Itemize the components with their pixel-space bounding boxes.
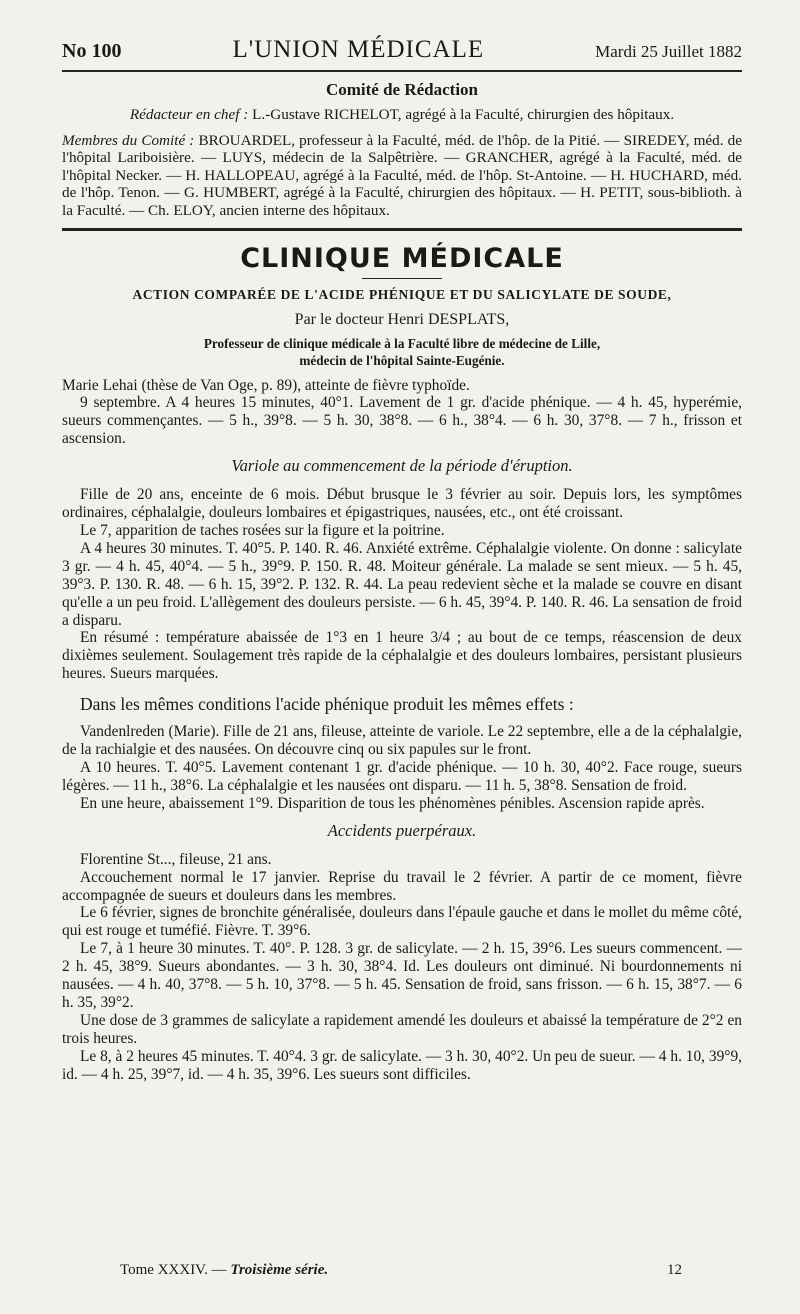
members-list: BROUARDEL, professeur à la Faculté, méd. de l'hôp. de la Pitié. — SIREDEY, méd. de l'hôpital Lariboisière. — LUYS, médecin de la Salpêtrière. — GRANCHER, agrégé à la Faculté, méd. de l'hôpital Necker. — H. HALLOPEAU, agrégé à la Faculté, méd. de l'hôp. St-Antoine. — H. HUCHARD, méd. de l'hôp. Tenon. — G. HUMBERT, agrégé à la Faculté, chirurgien des hôpitaux. — H. PETIT, sous-biblioth. à la Faculté. — Ch. ELOY, ancien interne des hôpitaux. (62, 131, 742, 219)
issue-date: Mardi 25 Juillet 1882 (595, 42, 742, 61)
paragraph: Le 7, à 1 heure 30 minutes. T. 40°. P. 128. 3 gr. de salicylate. — 2 h. 15, 39°6. Les sueurs commencent. — 2 h. 45, 38°9. Sueurs abondantes. — 3 h. 30, 38°4. Id. Les douleurs ont diminué. Ni bourdonnements ni nausées. — 4 h. 40, 37°8. — 5 h. 10, 37°8. — 5 h. 45. Sensation de froid, sans frisson. — 6 h. 15, 38°7. — 6 h. 35, 39°2. (62, 940, 742, 1011)
header-rule (62, 70, 742, 72)
editor-in-chief (62, 106, 742, 124)
article-body (62, 377, 742, 1084)
case-heading: Variole au commencement de la période d'éruption. (231, 456, 573, 476)
paragraph: Fille de 20 ans, enceinte de 6 mois. Début brusque le 3 février au soir. Depuis lors, les symptômes ordinaires, céphalalgie, douleurs lombaires et épigastriques, nausées, etc., ont été croissant. (62, 486, 742, 522)
short-divider (362, 278, 442, 279)
article-title: ACTION COMPARÉE DE L'ACIDE PHÉNIQUE ET DU SALICYLATE DE SOUDE, (132, 286, 672, 302)
series-label: Troisième série. (230, 1262, 329, 1278)
article-author: Par le docteur Henri DESPLATS, (294, 310, 510, 328)
paragraph: En résumé : température abaissée de 1°3 en 1 heure 3/4 ; au bout de ce temps, réascension de deux dixièmes seulement. Soulagement très rapide de la céphalalgie et des douleurs lombaires, persistant plusieurs heures. Sueurs marquées. (62, 629, 742, 683)
volume-info (120, 1262, 328, 1279)
affiliation-line-1: Professeur de clinique médicale à la Faculté libre de médecine de Lille, (203, 335, 601, 351)
paragraph: A 4 heures 30 minutes. T. 40°5. P. 140. R. 46. Anxiété extrême. Céphalalgie violente. On donne : salicylate 3 gr. — 4 h. 45, 40°4. — 5 h., 39°9. P. 150. R. 48. Moiteur générale. La malade se sent mieux. — 5 h. 45, 39°3. P. 130. R. 48. — 6 h. 15, 39°2. P. 132. R. 44. La peau redevient sèche et la malade se couvre en disant qu'elle a un peu froid. L'allègement des douleurs persiste. — 6 h. 45, 39°4. P. 140. R. 46. La sensation de froid a disparu. (62, 539, 742, 629)
paragraph: Une dose de 3 grammes de salicylate a rapidement amendé les douleurs et abaissé la température de 2°2 en trois heures. (62, 1011, 742, 1047)
paragraph: Marie Lehai (thèse de Van Oge, p. 89), atteinte de fièvre typhoïde. (62, 376, 470, 394)
paragraph-emphasis: Dans les mêmes conditions l'acide phénique produit les mêmes effets : (80, 694, 574, 715)
page-footer (120, 1262, 682, 1279)
editorial-committee (62, 80, 742, 220)
editor-name: L.-Gustave RICHELOT, agrégé à la Faculté, chirurgien des hôpitaux. (252, 106, 675, 123)
author-affiliation (62, 335, 742, 369)
paragraph: Le 8, à 2 heures 45 minutes. T. 40°4. 3 gr. de salicylate. — 3 h. 30, 40°2. Un peu de sueur. — 4 h. 10, 39°9, id. — 4 h. 25, 39°7, id. — 4 h. 35, 39°6. Les sueurs sont difficiles. (62, 1047, 742, 1083)
section-heading: CLINIQUE MÉDICALE (240, 242, 564, 274)
committee-title: Comité de Rédaction (325, 80, 479, 99)
affiliation-line-2: médecin de l'hôpital Sainte-Eugénie. (299, 352, 505, 368)
issue-number: No 100 (62, 40, 122, 62)
journal-title: L'UNION MÉDICALE (232, 36, 485, 63)
running-head (62, 36, 742, 68)
paragraph: Vandenlreden (Marie). Fille de 21 ans, fileuse, atteinte de variole. Le 22 septembre, elle a de la céphalalgie, de la rachialgie et des nausées. On découvre cinq ou six papules sur le front. (62, 723, 742, 759)
page-number: 12 (667, 1262, 682, 1278)
paragraph: Accouchement normal le 17 janvier. Reprise du travail le 2 février. A partir de ce moment, fièvre accompagnée de sueurs et douleurs dans les membres. (62, 868, 742, 904)
paragraph: A 10 heures. T. 40°5. Lavement contenant 1 gr. d'acide phénique. — 10 h. 30, 40°2. Face rouge, sueurs légères. — 11 h., 38°6. La céphalalgie et les nausées ont disparu. — 11 h. 5, 38°8. Sensation de froid. (62, 758, 742, 794)
case-heading: Accidents puerpéraux. (327, 820, 477, 840)
paragraph: Le 6 février, signes de bronchite généralisée, douleurs dans l'épaule gauche et dans le mollet du même côté, qui est rouge et tuméfié. Fièvre. T. 39°6. (62, 904, 742, 940)
section-rule (62, 228, 742, 231)
paragraph: Le 7, apparition de taches rosées sur la figure et la poitrine. (80, 522, 445, 539)
committee-members (62, 132, 742, 220)
members-label: Membres du Comité : (62, 131, 195, 149)
paragraph: 9 septembre. A 4 heures 15 minutes, 40°1. Lavement de 1 gr. d'acide phénique. — 4 h. 45, hyperémie, sueurs commençantes. — 5 h., 39°8. — 5 h. 30, 38°8. — 6 h., 38°4. — 6 h. 30, 37°8. — 7 h., frisson et ascension. (62, 394, 742, 448)
editor-label: Rédacteur en chef : (129, 106, 249, 123)
tome-label: Tome XXXIV. — (120, 1262, 227, 1278)
paragraph: Florentine St..., fileuse, 21 ans. (80, 850, 272, 868)
paragraph: En une heure, abaissement 1°9. Disparition de tous les phénomènes pénibles. Ascension rapide après. (80, 794, 705, 812)
